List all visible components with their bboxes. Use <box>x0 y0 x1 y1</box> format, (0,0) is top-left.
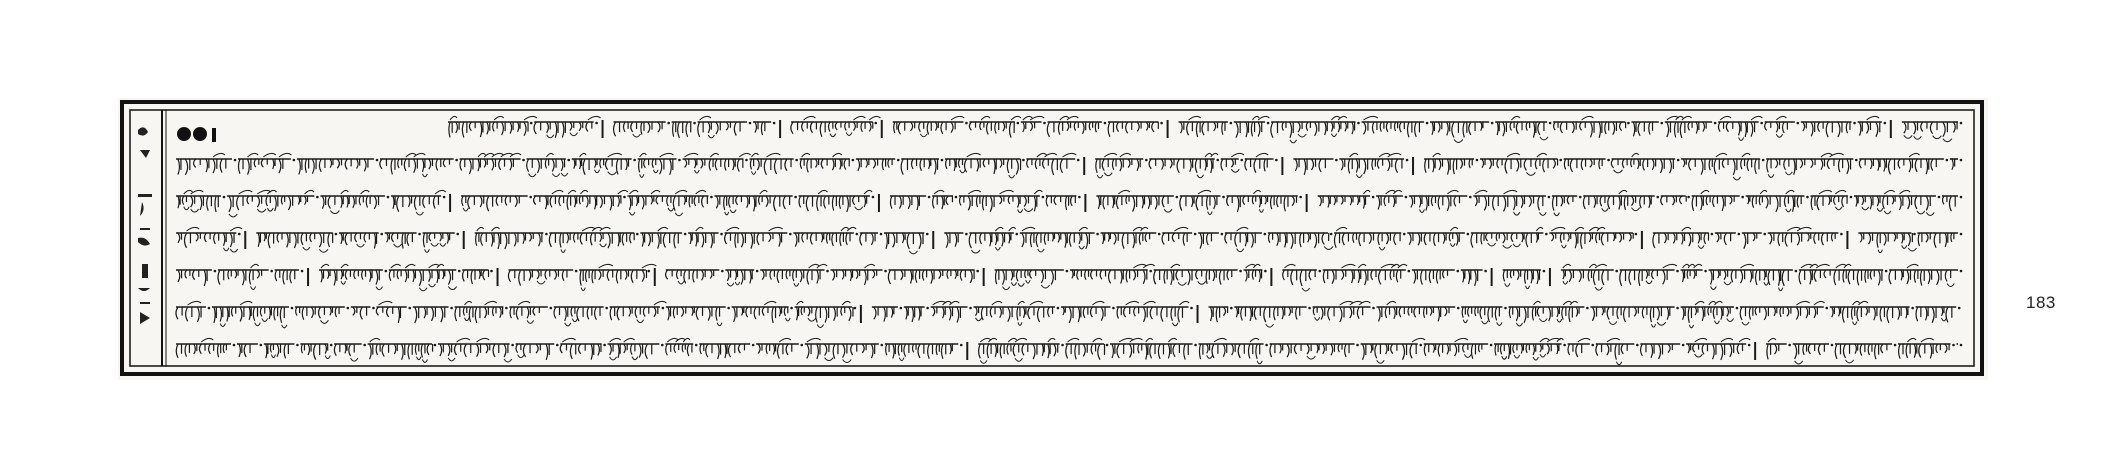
folio-artwork <box>118 98 1988 380</box>
text-line <box>176 264 1962 291</box>
page-number: 183 <box>2026 293 2056 312</box>
invocation-mark <box>177 127 216 142</box>
manuscript-folio <box>118 98 1988 380</box>
text-line <box>176 153 1962 180</box>
text-line <box>176 338 1962 364</box>
text-lines <box>176 116 1962 364</box>
margin-marginalia <box>138 127 152 324</box>
text-line <box>176 227 1962 253</box>
text-line <box>448 116 1962 142</box>
outer-frame <box>122 102 1982 374</box>
text-line <box>176 301 1961 327</box>
text-line <box>176 190 1962 217</box>
